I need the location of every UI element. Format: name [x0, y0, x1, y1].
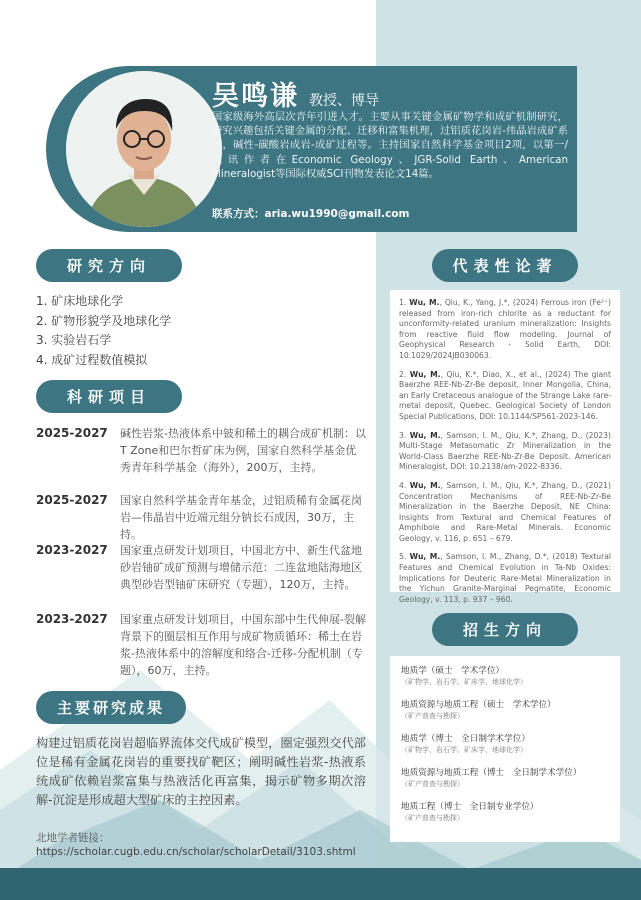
person-name: 吴鸣谦	[212, 81, 299, 112]
scholar-label: 北地学者链接：	[36, 832, 110, 844]
papers-heading: 代表性论著	[432, 249, 578, 282]
paper-text: , Qiu, K.*, Diao, X., et al., (2024) The giant Baerzhe REE-Nb-Zr-Be deposit, Inner Mongolia, China, an Early Cretaceous analogue of the Strange Lake rare-metal deposit, Quebec. Geological Society of London Special Publications, DOI: 10.1144/SP561-2023-146.	[399, 369, 611, 421]
name-line	[212, 74, 379, 113]
project-item	[36, 611, 366, 679]
paper-author: Wu, M.	[409, 552, 441, 562]
project-desc: 国家自然科学基金青年基金，过铝质稀有金属花岗岩—伟晶岩中近端元组分钠长石成因，30万，主持。	[120, 494, 362, 541]
enrollment-item	[401, 767, 609, 789]
paper-item: 4. Wu, M., Samson, I. M., Qiu, K.*, Zhang, D., (2021) Concentration Mechanisms of REE-Nb-Zr-Be Mineralization in the Baerzhe Deposit, NE China: Insights from Textural and Chemical Features of Amphibole and Rare-Metal Minerals. Economic Geology, v. 116, p. 651 – 679.	[399, 480, 611, 543]
paper-text: , Qiu, K., Yang, J.*, (2024) Ferrous iron (Fe²⁺) released from iron-rich chlorite as a reductant for unconformity-related uranium mineralization: Insights from reactive fluid flow modeling. Journal of Geophysical Research - Solid Earth, DOI: 10.1029/2024JB030063.	[399, 298, 611, 360]
paper-author: Wu, M.	[409, 430, 441, 440]
project-item	[36, 425, 366, 476]
enrollment-degree: 地质工程（博士 全日制专业学位）	[401, 802, 539, 812]
project-years: 2023-2027	[36, 612, 108, 626]
paper-author: Wu, M.	[409, 480, 441, 490]
project-years: 2025-2027	[36, 493, 108, 507]
intro-text: 国家级海外高层次青年引进人才。主要从事关键金属矿物学和成矿机制研究，研究兴趣包括关键金属的分配、迁移和富集机理，过铝质花岗岩-伟晶岩成矿系统，碱性-碳酸岩成岩-成矿过程等。主持国家自然科学基金项目2项，以第一/通讯作者在Economic Geology、JGR-Solid Earth、American Mineralogist等国际权威SCI刊物发表论文14篇。	[212, 111, 568, 180]
scholar-link[interactable]: https://scholar.cugb.edu.cn/scholar/scholarDetail/3103.shtml	[36, 846, 356, 858]
contact-line	[212, 206, 409, 221]
contact-label: 联系方式：	[212, 208, 265, 220]
enrollment-fields: （矿产普查与勘探）	[401, 712, 464, 720]
enrollment-item	[401, 733, 609, 755]
achievements-heading: 主要研究成果	[36, 691, 186, 724]
enrollment-item	[401, 801, 609, 823]
person-photo-icon	[66, 71, 222, 227]
papers-card	[390, 290, 620, 604]
contact-email[interactable]: aria.wu1990@gmail.com	[264, 208, 410, 220]
enrollment-item	[401, 665, 609, 687]
enrollment-fields: （矿产普查与勘探）	[401, 780, 464, 788]
enrollment-fields: （矿物学、岩石学、矿床学、地球化学）	[401, 746, 527, 754]
project-years: 2023-2027	[36, 543, 108, 557]
paper-item: 3. Wu, M., Samson, I. M., Qiu, K.*, Zhang, D., (2023) Multi-Stage Metasomatic Zr Mineralization in the World-Class Baerzhe REE-Nb-Zr-Be Deposit. American Mineralogist, DOI: 10.2138/am-2022-8336.	[399, 430, 611, 472]
paper-author: Wu, M.	[409, 369, 441, 379]
enrollment-fields: （矿产普查与勘探）	[401, 814, 464, 822]
research-item: 2. 矿物形貌学及地球化学	[36, 313, 172, 328]
paper-item: 2. Wu, M., Qiu, K.*, Diao, X., et al., (2024) The giant Baerzhe REE-Nb-Zr-Be deposit, Inner Mongolia, China, an Early Cretaceous analogue of the Strange Lake rare-metal deposit, Quebec. Geological Society of London Special Publications, DOI: 10.1144/SP561-2023-146.	[399, 369, 611, 421]
project-item	[36, 492, 366, 543]
enrollment-degree: 地质资源与地质工程（硕士 学术学位）	[401, 700, 556, 710]
enrollment-heading: 招生方向	[432, 613, 578, 646]
research-item: 1. 矿床地球化学	[36, 294, 124, 308]
project-desc: 国家重点研发计划项目，中国北方中、新生代盆地砂岩铀矿成矿预测与增储示范：二连盆地陆海地区典型砂岩型铀矿床研究（专题），120万，主持。	[120, 544, 362, 591]
person-title: 教授、博导	[309, 93, 379, 109]
footer-bar	[0, 868, 641, 900]
paper-item: 1. Wu, M., Qiu, K., Yang, J.*, (2024) Ferrous iron (Fe²⁺) released from iron-rich chlorite as a reductant for unconformity-related uranium mineralization: Insights from reactive fluid flow modeling. Journal of Geophysical Research - Solid Earth, DOI: 10.1029/2024JB030063.	[399, 298, 611, 360]
enrollment-card	[390, 656, 620, 842]
avatar	[66, 71, 222, 227]
paper-author: Wu, M.	[409, 298, 440, 307]
project-desc: 国家重点研发计划项目，中国东部中生代伸展-裂解背景下的圈层相互作用与成矿物质循环：稀土在岩浆-热液体系中的溶解度和络合-迁移-分配机制（专题），60万，主持。	[120, 613, 366, 677]
research-item: 4. 成矿过程数值模拟	[36, 352, 148, 367]
enrollment-degree: 地质资源与地质工程（博士 全日制学术学位）	[401, 768, 582, 778]
achievement-text: 构建过铝质花岗岩超临界流体交代成矿模型，圈定强烈交代部位是稀有金属花岗岩的重要找矿靶区；阐明碱性岩浆-热液系统成矿依赖岩浆富集与热液活化再富集，揭示矿物多期次溶解-沉淀是形成超大型矿床的主控因素。	[36, 736, 366, 807]
projects-heading: 科研项目	[36, 380, 182, 413]
project-desc: 碱性岩浆-热液体系中铍和稀土的耦合成矿机制：以T Zone和巴尔哲矿床为例，国家自然科学基金优秀青年科学基金（海外），200万，主持。	[120, 427, 366, 474]
paper-text: , Samson, I. M., Zhang, D.*, (2018) Textural Features and Chemical Evolution in Ta-Nb Oxides: Implications for Deuteric Rare-Metal Mineralization in the Yichun Granite-Marginal Pegmatite, Economic Geology, v. 113, p. 937 – 960.	[399, 552, 611, 604]
enrollment-degree: 地质学（硕士 学术学位）	[401, 666, 505, 676]
enrollment-fields: （矿物学、岩石学、矿床学、地球化学）	[401, 678, 527, 686]
paper-text: , Samson, I. M., Qiu, K.*, Zhang, D., (2021) Concentration Mechanisms of REE-Nb-Zr-Be Mineralization in the Baerzhe Deposit, NE China: Insights from Textural and Chemical Features of Amphibole and Rare-Metal Minerals. Economic Geology, v. 116, p. 651 – 679.	[399, 480, 611, 543]
project-years: 2025-2027	[36, 426, 108, 440]
paper-text: , Samson, I. M., Qiu, K.*, Zhang, D., (2023) Multi-Stage Metasomatic Zr Mineralization in the World-Class Baerzhe REE-Nb-Zr-Be Deposit. American Mineralogist, DOI: 10.2138/am-2022-8336.	[399, 430, 611, 472]
research-item: 3. 实验岩石学	[36, 333, 112, 347]
paper-item: 5. Wu, M., Samson, I. M., Zhang, D.*, (2018) Textural Features and Chemical Evolution in Ta-Nb Oxides: Implications for Deuteric Rare-Metal Mineralization in the Yichun Granite-Marginal Pegmatite, Economic Geology, v. 113, p. 937 – 960.	[399, 552, 611, 604]
research-list	[36, 292, 171, 370]
enrollment-degree: 地质学（博士 全日制学术学位）	[401, 734, 530, 744]
project-item	[36, 542, 366, 593]
enrollment-item	[401, 699, 609, 721]
research-heading: 研究方向	[36, 249, 182, 282]
